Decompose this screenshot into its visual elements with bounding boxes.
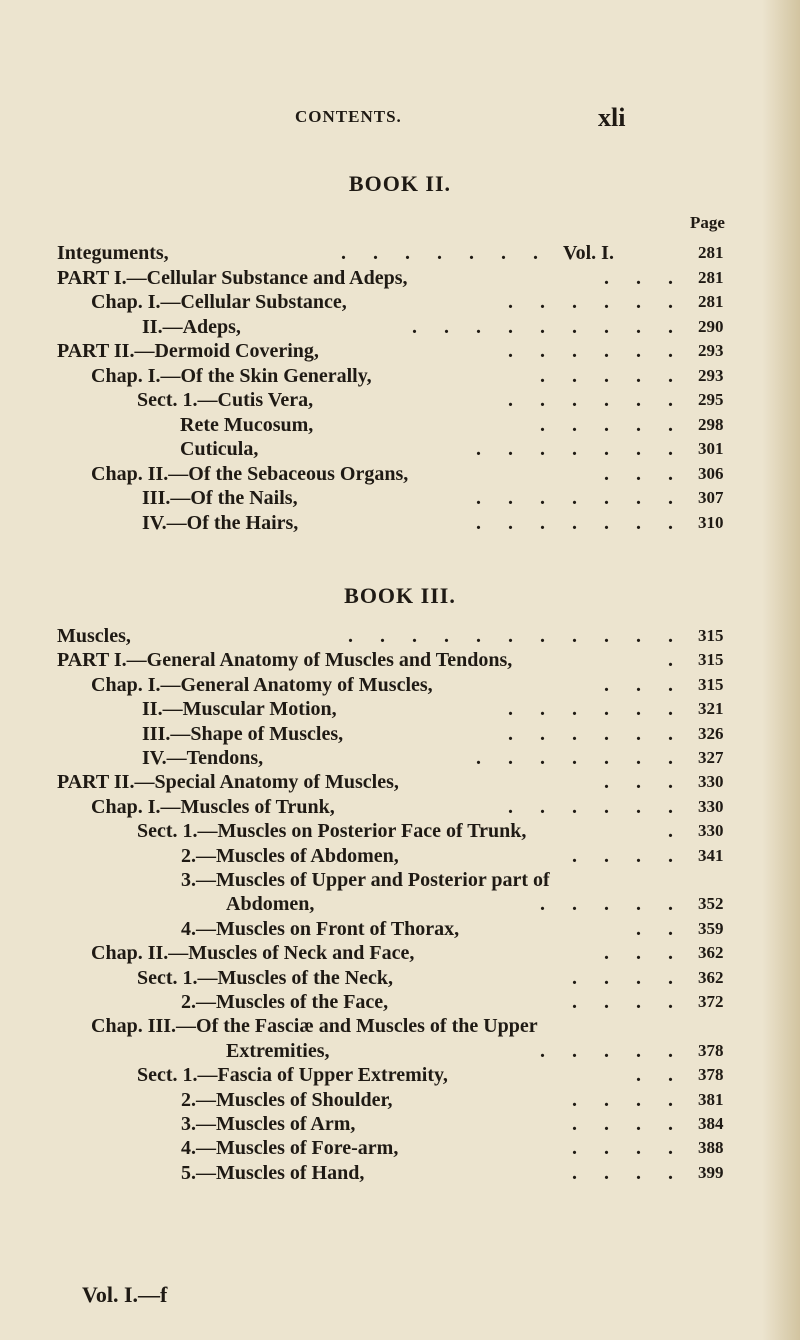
dot-leader: . . . . — [572, 844, 684, 867]
toc-entry-title: 2.—Muscles of the Face, — [181, 991, 389, 1013]
toc-entry-title: Muscles, — [57, 625, 131, 647]
toc-entry-title: Chap. I.—Cellular Substance, — [91, 291, 347, 313]
page-number-ref: 378 — [698, 1040, 724, 1060]
page-edge-shadow — [762, 0, 800, 1340]
signature-mark: Vol. I.—f — [82, 1282, 168, 1307]
page-number-ref: 327 — [698, 748, 724, 767]
page-number-ref: 295 — [698, 390, 724, 409]
dot-leader: . . . . — [572, 966, 684, 989]
toc-entry — [0, 794, 760, 820]
page-number-ref: 321 — [698, 699, 724, 719]
page-number-ref: 399 — [698, 1162, 724, 1182]
toc-entry-title: Rete Mucosum, — [180, 413, 314, 436]
dot-leader: . . . — [604, 673, 684, 696]
toc-entry — [0, 265, 760, 291]
page-number-ref: 330 — [698, 796, 724, 816]
toc-entry — [0, 1111, 760, 1137]
toc-entry — [0, 1013, 760, 1039]
page-number-ref: 359 — [698, 918, 724, 938]
toc-entry — [0, 843, 760, 869]
toc-entry — [0, 818, 760, 844]
book-ii-heading: BOOK II. — [348, 171, 452, 196]
toc-entry — [0, 916, 760, 942]
toc-entry — [0, 867, 760, 893]
dot-leader: . . . . . . . — [476, 747, 684, 769]
toc-entry — [0, 485, 760, 511]
toc-entry-title: Chap. I.—Muscles of Trunk, — [91, 795, 335, 818]
dot-leader: . . . . . . — [508, 389, 684, 411]
dot-leader: . — [668, 820, 684, 843]
toc-entry — [0, 436, 760, 462]
page-number-ref: 306 — [698, 463, 724, 483]
page-number-ref: 378 — [698, 1065, 724, 1085]
page-number-ref: 301 — [698, 439, 724, 458]
volume-label: Vol. I. — [563, 242, 614, 264]
dot-leader: . . . . — [572, 1161, 684, 1184]
toc-entry — [0, 672, 760, 698]
toc-entry — [0, 412, 760, 438]
page-number-ref: 298 — [698, 414, 724, 434]
dot-leader: . . . . . . — [508, 291, 684, 313]
dot-leader: . . . . . . — [508, 340, 684, 362]
toc-entry — [0, 240, 760, 266]
toc-entry — [0, 1087, 760, 1113]
toc-entry — [0, 510, 760, 536]
dot-leader: . . . . . . . — [476, 487, 684, 509]
dot-leader: . . . — [604, 462, 684, 485]
page-number-ref: 281 — [698, 267, 724, 287]
page-number-ref: 330 — [698, 821, 724, 841]
page-number-ref: 326 — [698, 723, 724, 743]
dot-leader: . . . . — [572, 991, 684, 1013]
toc-entry-title: 2.—Muscles of Shoulder, — [181, 1088, 393, 1111]
toc-entry-title: 5.—Muscles of Hand, — [181, 1161, 365, 1184]
toc-entry — [0, 314, 760, 340]
toc-entry-title: 4.—Muscles of Fore-arm, — [181, 1137, 399, 1160]
dot-leader: . — [668, 649, 684, 672]
toc-entry — [0, 745, 760, 771]
toc-entry-title: Chap. III.—Of the Fasciæ and Muscles of the Upper — [91, 1015, 538, 1038]
page-number-ref: 315 — [698, 650, 724, 670]
toc-entry-title: Abdomen, — [226, 893, 315, 916]
toc-entry — [0, 289, 760, 315]
toc-entry-title: Chap. I.—Of the Skin Generally, — [91, 364, 372, 387]
toc-entry-title: PART II.—Special Anatomy of Muscles, — [57, 771, 399, 794]
toc-entry — [0, 623, 760, 649]
toc-entry-title: 3.—Muscles of Upper and Posterior part of — [181, 869, 550, 891]
dot-leader: . . . . . . . — [476, 438, 684, 460]
dot-leader: . . . . . . . — [341, 242, 549, 264]
page-number-ref: 362 — [698, 943, 724, 963]
toc-entry-title: Sect. 1.—Muscles on Posterior Face of Trunk, — [137, 820, 527, 843]
dot-leader: . . . . . . . — [476, 511, 684, 534]
toc-entry — [0, 696, 760, 722]
dot-leader: . . . . . . . . . . . — [348, 625, 684, 647]
toc-entry-title: Cuticula, — [180, 438, 259, 460]
page-number: xli — [598, 103, 626, 132]
dot-leader: . . . . . — [540, 1039, 684, 1062]
toc-entry — [0, 1062, 760, 1088]
page-number-ref: 315 — [698, 674, 724, 694]
toc-entry — [0, 1160, 760, 1186]
toc-entry-title: Chap. I.—General Anatomy of Muscles, — [91, 673, 433, 696]
page-number-ref: 372 — [698, 992, 724, 1011]
running-head-title: CONTENTS. — [295, 107, 402, 126]
page-number-ref: 381 — [698, 1089, 724, 1109]
dot-leader: . . . — [604, 266, 684, 289]
toc-entry — [0, 1038, 760, 1064]
dot-leader: . . . — [604, 942, 684, 965]
toc-entry — [0, 965, 760, 991]
toc-entry — [0, 647, 760, 673]
toc-entry-title: PART I.—Cellular Substance and Adeps, — [57, 266, 408, 289]
page-number-ref: 384 — [698, 1114, 724, 1133]
toc-entry-title: Chap. II.—Muscles of Neck and Face, — [91, 942, 415, 965]
dot-leader: . . . . . — [540, 893, 684, 916]
dot-leader: . . . . . . — [508, 698, 684, 721]
toc-entry — [0, 940, 760, 966]
dot-leader: . . . . — [572, 1113, 684, 1135]
toc-entry — [0, 338, 760, 364]
page-number-ref: 388 — [698, 1138, 724, 1158]
toc-entry-title: IV.—Tendons, — [142, 747, 264, 769]
book-iii-heading: BOOK III. — [344, 583, 456, 608]
toc-entry — [0, 1135, 760, 1161]
page-number-ref: 315 — [698, 626, 724, 645]
dot-leader: . . . . — [572, 1137, 684, 1160]
toc-entry — [0, 721, 760, 747]
toc-entry-title: IV.—Of the Hairs, — [142, 511, 299, 534]
page-number-ref: 362 — [698, 967, 724, 987]
toc-entry-title: Chap. II.—Of the Sebaceous Organs, — [91, 462, 409, 485]
dot-leader: . . . . . . — [508, 795, 684, 818]
page-number-ref: 290 — [698, 316, 724, 336]
toc-entry — [0, 769, 760, 795]
toc-entry-title: Extremities, — [226, 1039, 330, 1062]
toc-entry-title: Sect. 1.—Muscles of the Neck, — [137, 966, 394, 989]
toc-entry — [0, 461, 760, 487]
page-number-ref: 310 — [698, 512, 724, 532]
toc-entry — [0, 989, 760, 1015]
page-number-ref: 307 — [698, 488, 724, 507]
dot-leader: . . . — [604, 771, 684, 794]
toc-entry — [0, 891, 760, 917]
toc-entry-title: Sect. 1.—Fascia of Upper Extremity, — [137, 1064, 448, 1087]
toc-entry-title: Sect. 1.—Cutis Vera, — [137, 389, 314, 411]
toc-entry-title: PART II.—Dermoid Covering, — [57, 340, 319, 362]
dot-leader: . . . . . — [540, 364, 684, 387]
page-number-ref: 281 — [698, 243, 724, 262]
toc-entry-title: II.—Muscular Motion, — [142, 698, 337, 721]
dot-leader: . . — [636, 917, 684, 940]
toc-entry-title: III.—Of the Nails, — [142, 487, 298, 509]
dot-leader: . . . . . . — [508, 722, 684, 745]
page-number-ref: 352 — [698, 894, 724, 914]
dot-leader: . . — [636, 1064, 684, 1087]
toc-entry-title: II.—Adeps, — [142, 315, 241, 338]
page-number-ref: 293 — [698, 365, 724, 385]
toc-entry-title: III.—Shape of Muscles, — [142, 722, 344, 745]
toc-entry-title: PART I.—General Anatomy of Muscles and Tendons, — [57, 649, 513, 672]
page-number-ref: 281 — [698, 292, 724, 311]
page-number-ref: 293 — [698, 341, 724, 360]
page-column-label: Page — [690, 213, 725, 232]
running-header — [0, 103, 800, 153]
dot-leader: . . . . . — [540, 413, 684, 436]
dot-leader: . . . . . . . . . — [412, 315, 684, 338]
toc-entry-title: 4.—Muscles on Front of Thorax, — [181, 917, 460, 940]
toc-entry-title: 2.—Muscles of Abdomen, — [181, 844, 399, 867]
dot-leader: . . . . — [572, 1088, 684, 1111]
toc-entry-title: Integuments, — [57, 242, 169, 264]
toc-entry-title: 3.—Muscles of Arm, — [181, 1113, 356, 1135]
toc-entry — [0, 387, 760, 413]
page-number-ref: 341 — [698, 845, 724, 865]
page-number-ref: 330 — [698, 772, 724, 792]
toc-entry — [0, 363, 760, 389]
